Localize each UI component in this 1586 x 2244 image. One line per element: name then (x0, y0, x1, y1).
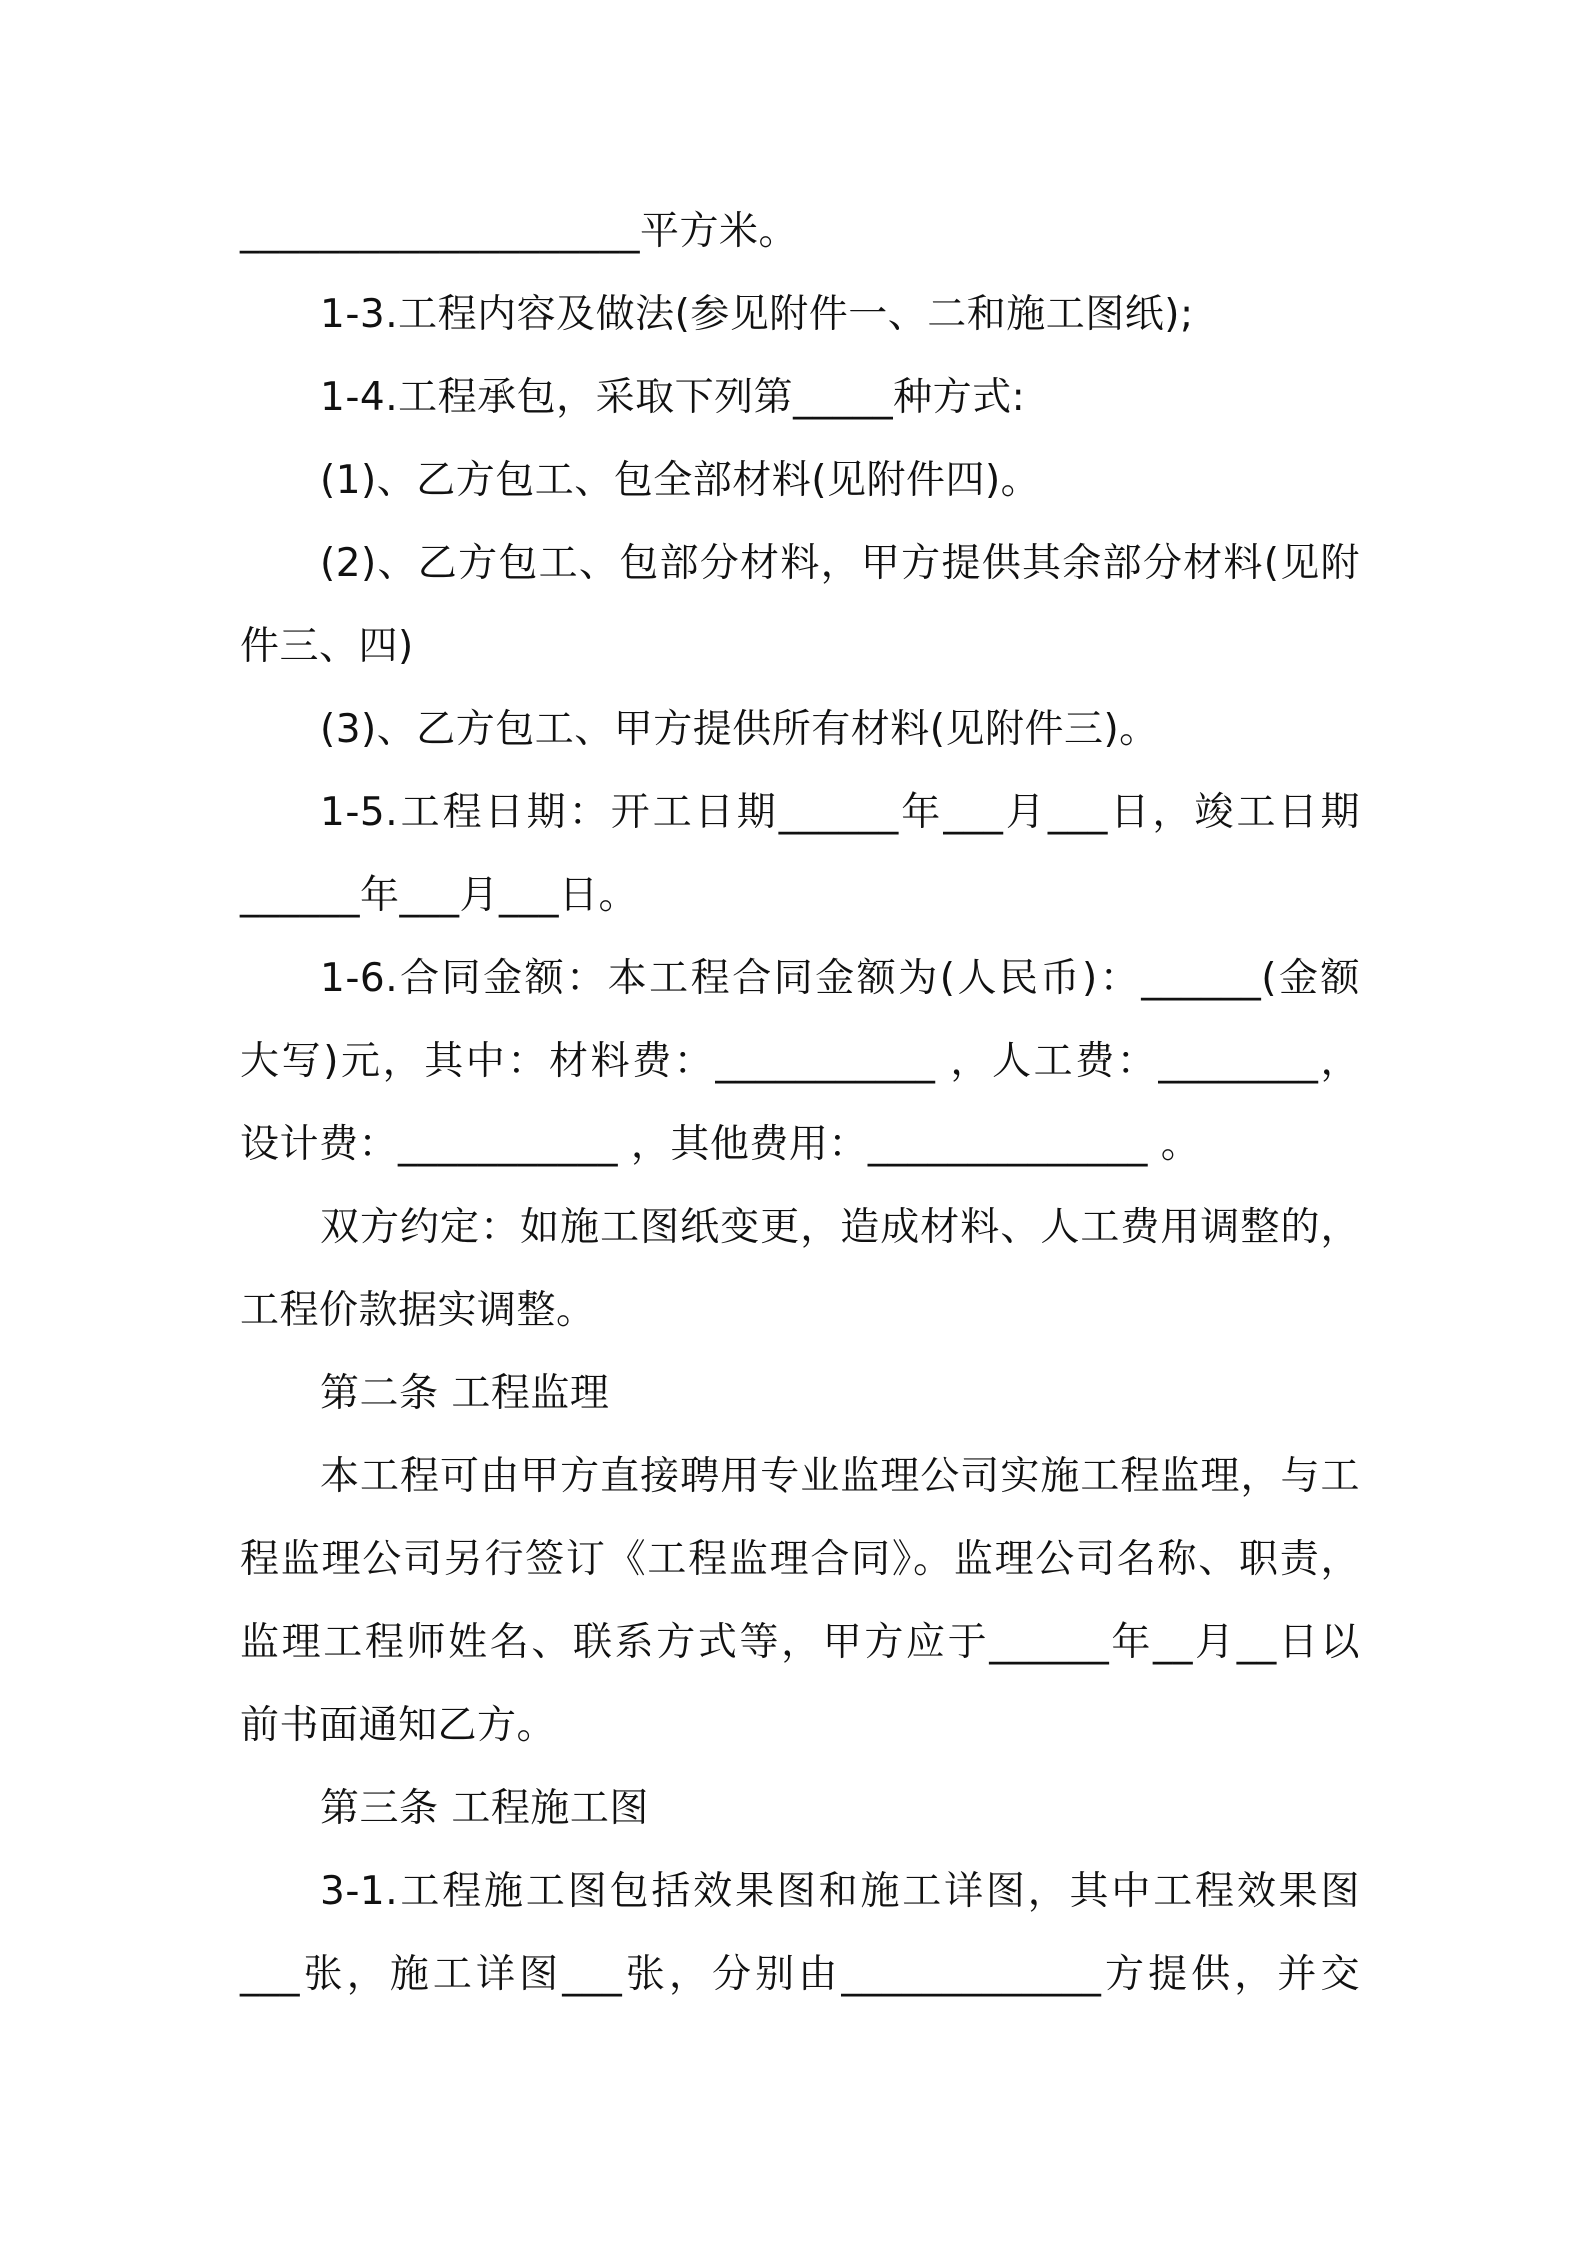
text-line-clause-3-1-part-2: ___张，施工详图___张，分别由_____________方提供，并交 (240, 1952, 1360, 1997)
section-heading-article-3: 第三条 工程施工图 (320, 1786, 649, 1831)
text-line-clause-1-3: 1-3.工程内容及做法(参见附件一、二和施工图纸); (320, 292, 1194, 337)
text-line-supervision-part-4: 前书面通知乙方。 (240, 1703, 557, 1748)
text-line-clause-1-6-part-2: 大写)元，其中：材料费：___________ ，人工费：________， (240, 1039, 1360, 1084)
text-line-supervision-part-3: 监理工程师姓名、联系方式等，甲方应于______年__月__日以 (240, 1620, 1360, 1665)
text-line-clause-1-4: 1-4.工程承包，采取下列第_____种方式: (320, 375, 1026, 420)
text-line-supervision-part-2: 程监理公司另行签订《工程监理合同》。监理公司名称、职责， (240, 1537, 1360, 1582)
text-line-clause-1-5-part-2: ______年___月___日。 (240, 873, 639, 918)
text-line-clause-1-5-part-1: 1-5.工程日期：开工日期______年___月___日，竣工日期 (320, 790, 1360, 835)
text-line-option-2-part-2: 件三、四) (240, 624, 414, 669)
text-line-option-3: (3)、乙方包工、甲方提供所有材料(见附件三)。 (320, 707, 1159, 752)
text-line-area-unit: ____________________平方米。 (240, 209, 799, 254)
text-line-option-1: (1)、乙方包工、包全部材料(见附件四)。 (320, 458, 1041, 503)
text-line-clause-1-6-part-3: 设计费：___________ ，其他费用：______________ 。 (240, 1122, 1201, 1167)
text-line-supervision-part-1: 本工程可由甲方直接聘用专业监理公司实施工程监理，与工 (320, 1454, 1360, 1499)
text-line-clause-3-1-part-1: 3-1.工程施工图包括效果图和施工详图，其中工程效果图 (320, 1869, 1360, 1914)
section-heading-article-2: 第二条 工程监理 (320, 1371, 610, 1416)
text-line-clause-1-6-part-1: 1-6.合同金额：本工程合同金额为(人民币)：______(金额 (320, 956, 1360, 1001)
text-line-agreement-part-2: 工程价款据实调整。 (240, 1288, 596, 1333)
text-line-agreement-part-1: 双方约定：如施工图纸变更，造成材料、人工费用调整的， (320, 1205, 1360, 1250)
text-line-option-2-part-1: (2)、乙方包工、包部分材料，甲方提供其余部分材料(见附 (320, 541, 1360, 586)
